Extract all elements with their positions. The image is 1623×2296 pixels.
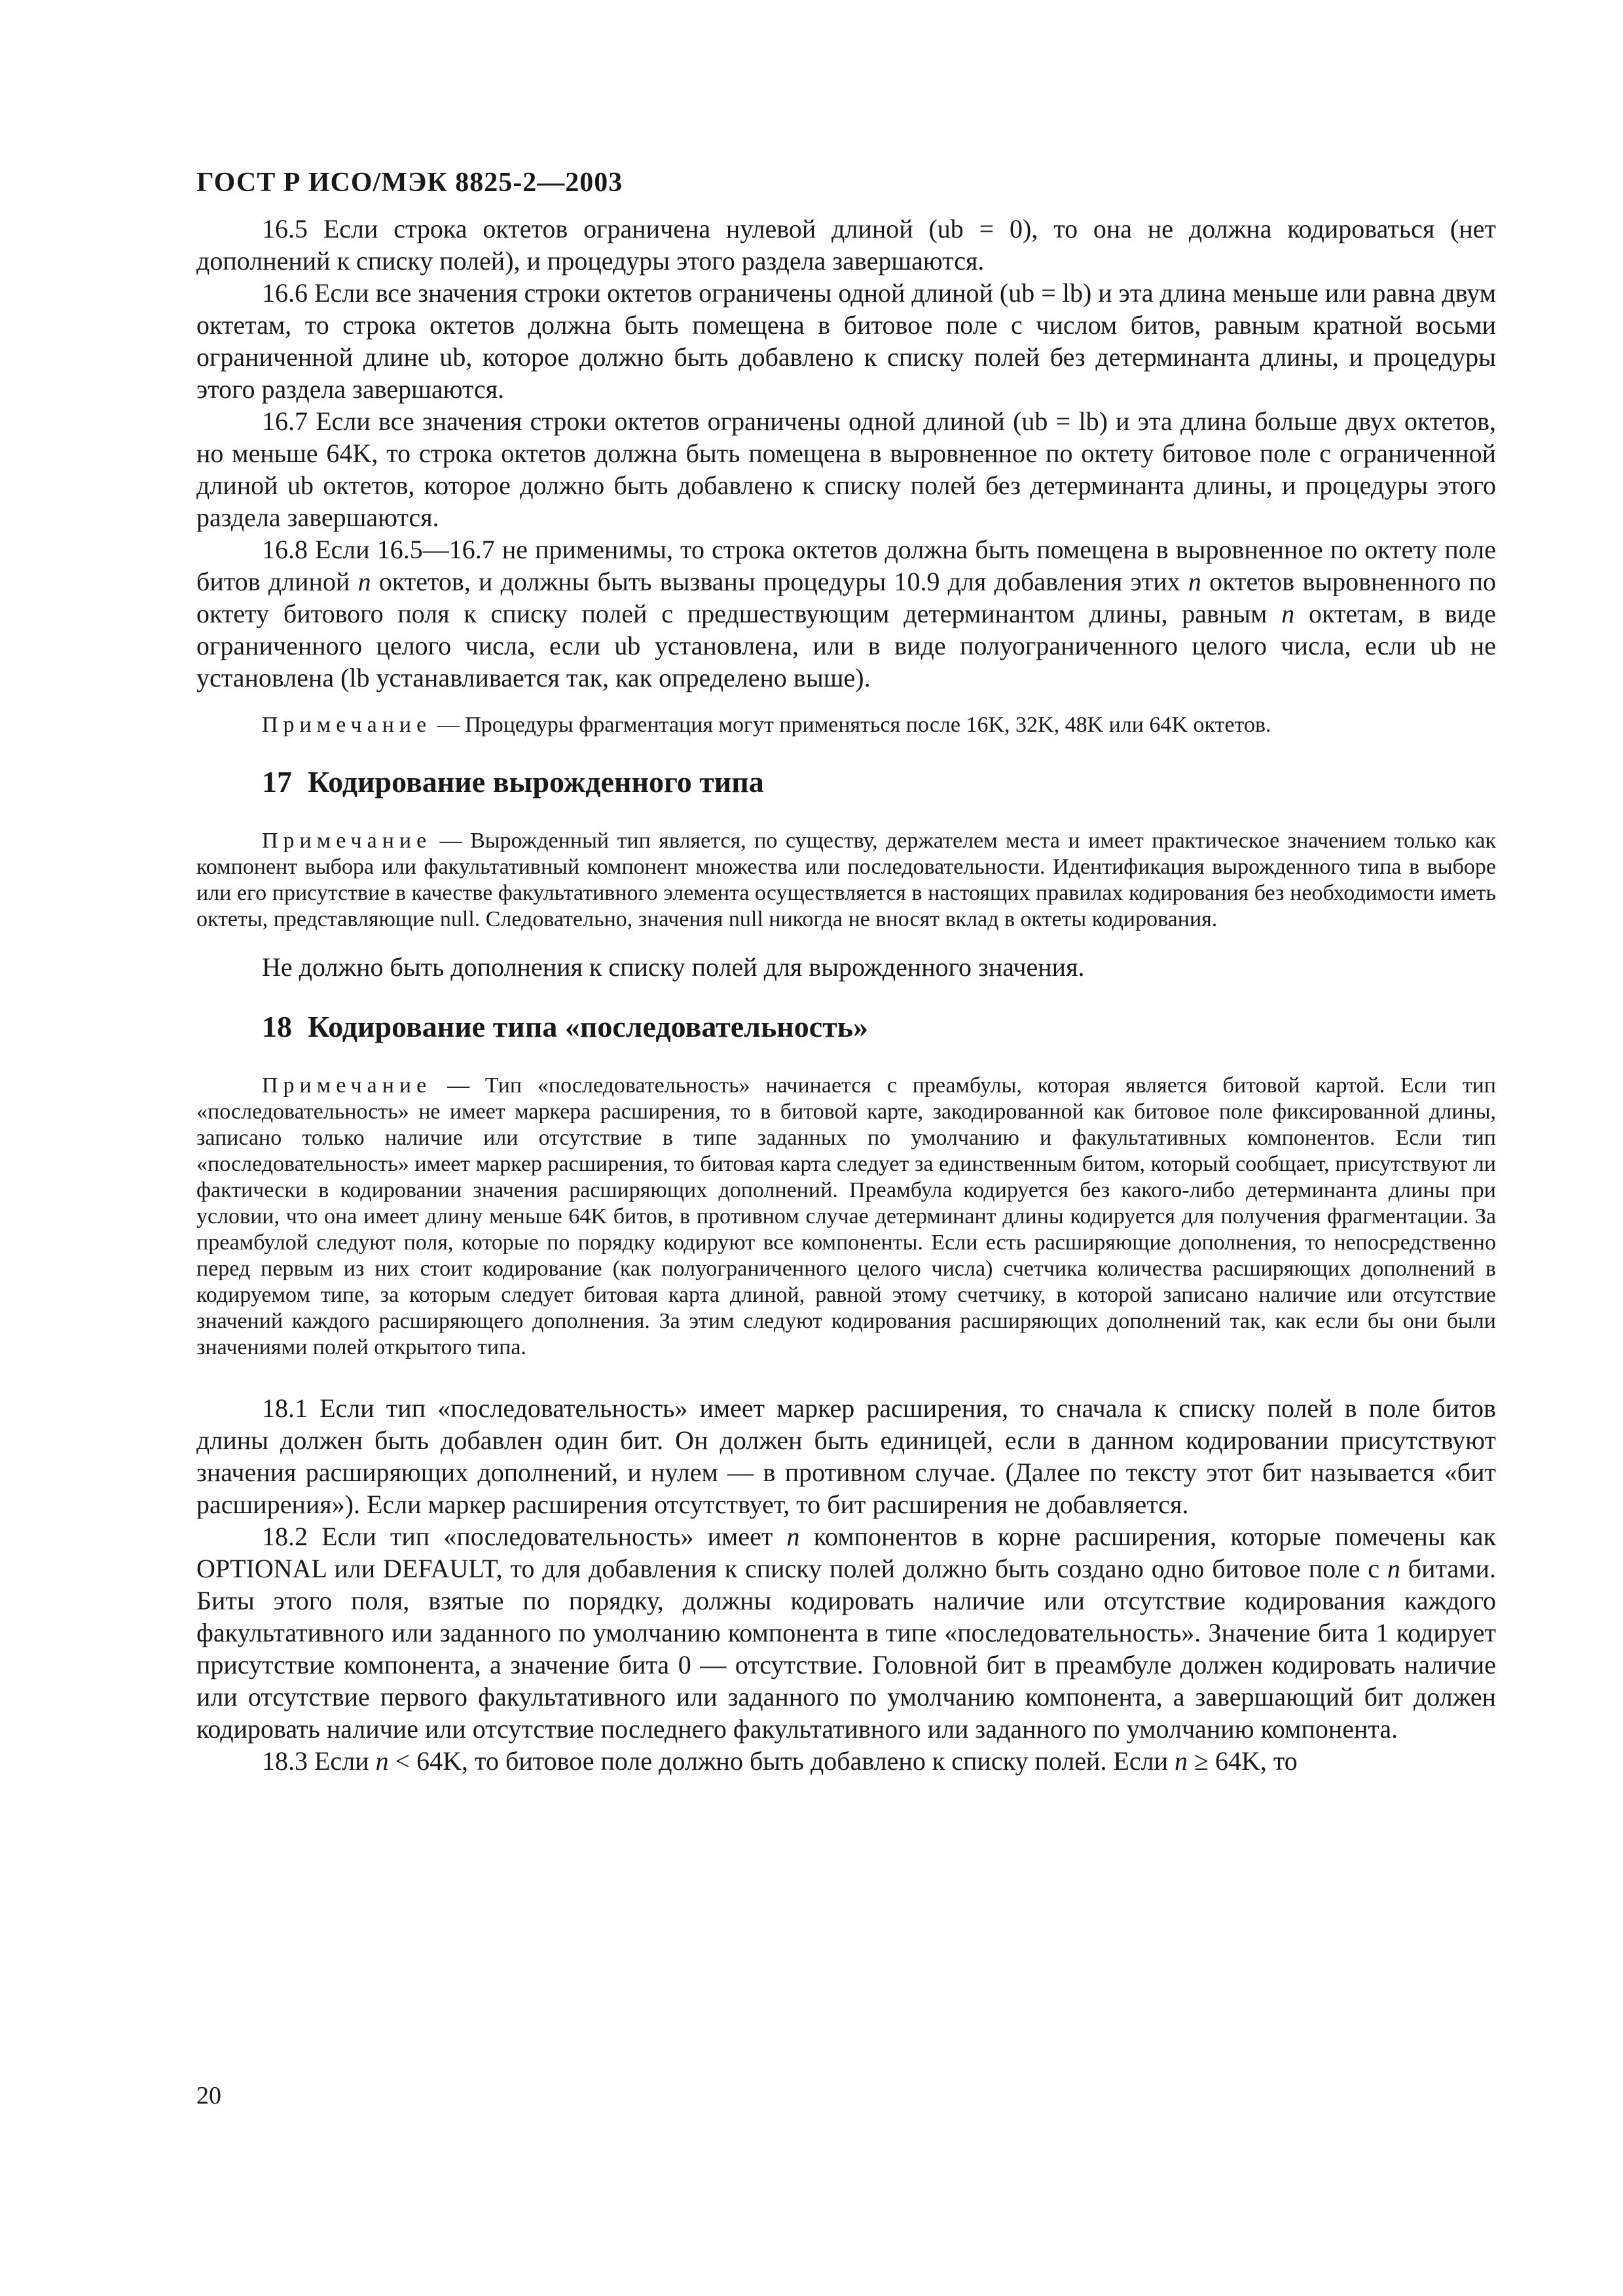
note-label: Примечание (262, 1073, 432, 1098)
page-number: 20 (196, 2082, 221, 2109)
paragraph-17-text: Не должно быть дополнения к списку полей для вырожденного значения. (262, 952, 1085, 982)
paragraph-16-6: 16.6 Если все значения строки октетов ограничены одной длиной (ub = lb) и эта длина меньше или равна двум октетам, то строка октетов должна быть помещена в битовое поле с числом битов, равным кратной восьми ограниченной длине ub, которое должно быть добавлено к списку полей без детерминанта длины, и процедуры этого раздела завершаются. (196, 278, 1496, 404)
paragraph-18-3: 18.3 Если n < 64K, то битовое поле должно быть добавлено к списку полей. Если n ≥ 64K, то (262, 1746, 1298, 1776)
section-18-title: 18 Кодирование типа «последовательность» (262, 1010, 869, 1043)
document-page (196, 167, 1496, 1777)
document-header: ГОСТ Р ИСО/МЭК 8825-2—2003 (196, 168, 623, 198)
section-17-title: 17 Кодирование вырожденного типа (262, 765, 764, 798)
paragraph-18-2: 18.2 Если тип «последовательность» имеет n компонентов в корне расширения, которые помечены как OPTIONAL или DEFAULT, то для добавления к списку полей должно быть создано одно битовое поле с n битами. Биты этого поля, взятые по порядку, должны кодировать наличие или отсутствие кодирования каждого факультативного или заданного по умолчанию компонента в типе «последовательность». Значение бита 1 кодирует присутствие компонента, а значение бита 0 — отсутствие. Головной бит в преамбуле должен кодировать наличие или отсутствие первого факультативного или заданного по умолчанию компонента, а завершающий бит должен кодировать наличие или отсутствие последнего факультативного или заданного по умолчанию компонента. (196, 1522, 1496, 1744)
note-17: Примечание — Вырожденный тип является, по существу, держателем места и имеет практическое значением только как компонент выбора или факультативный компонент множества или последовательности. Идентификация вырожденного типа в выборе или его присутствие в качестве факультативного элемента осуществляется в настоящих правилах кодирования без необходимости иметь октеты, представляющие null. Следовательно, значения null никогда не вносят вклад в октеты кодирования. (196, 829, 1496, 931)
note-16: Примечание — Процедуры фрагментация могут применяться после 16K, 32K, 48K или 64K октетов. (262, 713, 1271, 737)
paragraph-16-5: 16.5 Если строка октетов ограничена нулевой длиной (ub = 0), то она не должна кодироваться (нет дополнений к списку полей), и процедуры этого раздела завершаются. (196, 214, 1496, 276)
paragraph-16-8: 16.8 Если 16.5—16.7 не применимы, то строка октетов должна быть помещена в выровненное по октету поле битов длиной n октетов, и должны быть вызваны процедуры 10.9 для добавления этих n октетов выровненного по октету битового поля к списку полей с предшествующим детерминантом длины, равным n октетам, в виде ограниченного целого числа, если ub установлена, или в виде полуограниченного целого числа, если ub не установлена (lb устанавливается так, как определено выше). (196, 535, 1497, 692)
paragraph-16-7: 16.7 Если все значения строки октетов ограничены одной длиной (ub = lb) и эта длина больше двух октетов, но меньше 64K, то строка октетов должна быть помещена в выровненное по октету битовое поле с ограниченной длиной ub октетов, которое должно быть добавлено к списку полей без детерминанта длины, и процедуры этого раздела завершаются. (196, 406, 1496, 532)
note-label: Примечание (262, 713, 432, 737)
paragraph-18-1: 18.1 Если тип «последовательность» имеет маркер расширения, то сначала к списку полей в поле битов длины должен быть добавлен один бит. Он должен быть единицей, если в данном кодировании присутствуют значения расширяющих дополнений, и нулем — в противном случае. (Далее по тексту этот бит называется «бит расширения»). Если маркер расширения отсутствует, то бит расширения не добавляется. (196, 1393, 1496, 1519)
note-label: Примечание (262, 829, 432, 853)
note-18: Примечание — Тип «последовательность» начинается с преамбулы, которая является битовой картой. Если тип «последовательность» не имеет маркера расширения, то в битовой карте, закодированной как битовое поле фиксированной длины, записано только наличие или отсутствие в типе заданных по умолчанию и факультативных компонентов. Если тип «последовательность» имеет маркер расширения, то битовая карта следует за единственным битом, который сообщает, присутствуют ли фактически в кодировании значения расширяющих дополнений. Преамбула кодируется без какого-либо детерминанта длины при условии, что она имеет длину меньше 64K битов, в противном случае детерминант длины кодируется для получения фрагментации. За преамбулой следуют поля, которые по порядку кодируют все компоненты. Если есть расширяющие дополнения, то непосредственно перед первым из них стоит кодирование (как полуограниченного целого числа) счетчика количества расширяющих дополнений в кодируемом типе, за которым следует битовая карта длиной, равной этому счетчику, в которой записано наличие или отсутствие значений каждого расширяющего дополнения. За этим следуют кодирования расширяющих дополнений так, как если бы они были значениями полей открытого типа. (196, 1073, 1496, 1359)
